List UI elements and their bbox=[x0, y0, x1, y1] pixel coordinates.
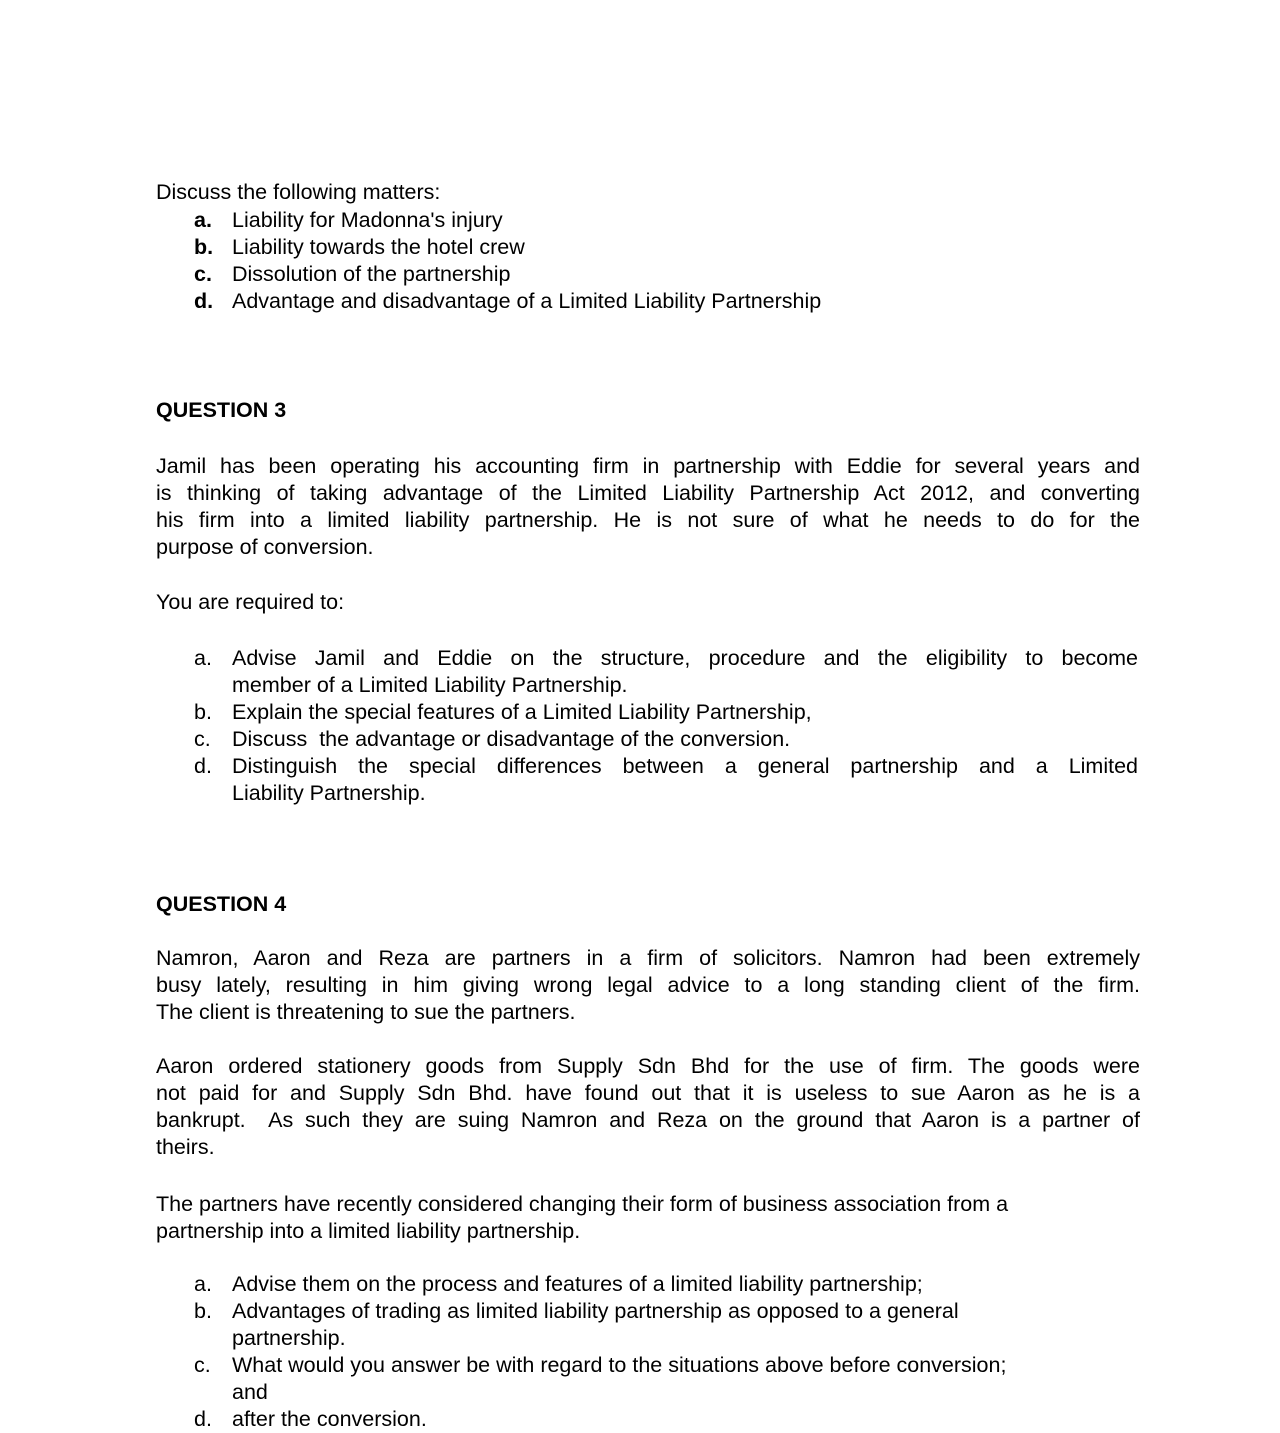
list-item-line: Advise them on the process and features of a limited liability partnership; bbox=[232, 1272, 923, 1296]
list-item bbox=[194, 726, 1138, 753]
list-item-line: Distinguish the special differences between a general partnership and a Limited bbox=[232, 754, 1138, 778]
list-item bbox=[194, 1406, 1138, 1433]
q4-paragraph-2 bbox=[156, 1053, 1140, 1161]
list-item-line: and bbox=[232, 1380, 268, 1404]
q3-heading bbox=[156, 397, 1140, 424]
list-item-text: Advantage and disadvantage of a Limited Liability Partnership bbox=[232, 289, 822, 313]
list-marker: a. bbox=[194, 1272, 212, 1296]
list-marker: c. bbox=[194, 727, 211, 751]
q4-list bbox=[194, 1271, 1138, 1433]
paragraph-line: is thinking of taking advantage of the Limited Liability Partnership Act 2012, and converting bbox=[156, 481, 1140, 505]
paragraph-line: theirs. bbox=[156, 1135, 215, 1159]
list-item-line: Discuss the advantage or disadvantage of the conversion. bbox=[232, 727, 791, 751]
paragraph-line: Aaron ordered stationery goods from Supply Sdn Bhd for the use of firm. The goods were bbox=[156, 1054, 1140, 1078]
paragraph-line: his firm into a limited liability partnership. He is not sure of what he needs to do for the bbox=[156, 508, 1140, 532]
list-marker: c. bbox=[194, 1353, 211, 1377]
list-marker: a. bbox=[194, 646, 212, 670]
list-item-line: after the conversion. bbox=[232, 1407, 427, 1431]
section-heading: QUESTION 4 bbox=[156, 892, 287, 916]
list-marker: b. bbox=[194, 235, 214, 259]
list-item-line: member of a Limited Liability Partnership. bbox=[232, 673, 628, 697]
list-item-line: partnership. bbox=[232, 1326, 346, 1350]
list-item-line: Liability Partnership. bbox=[232, 781, 426, 805]
q3-list bbox=[194, 645, 1138, 807]
list-item bbox=[194, 1271, 1138, 1298]
list-item bbox=[194, 288, 1138, 315]
paragraph-line: purpose of conversion. bbox=[156, 535, 374, 559]
q2-list bbox=[194, 207, 1138, 315]
list-marker: b. bbox=[194, 700, 212, 724]
paragraph-line: busy lately, resulting in him giving wrong legal advice to a long standing client of the firm. bbox=[156, 973, 1140, 997]
list-item bbox=[194, 645, 1138, 699]
paragraph-line: The client is threatening to sue the partners. bbox=[156, 1000, 576, 1024]
section-heading: QUESTION 3 bbox=[156, 398, 287, 422]
list-item bbox=[194, 1352, 1138, 1406]
list-marker: c. bbox=[194, 262, 212, 286]
q3-required bbox=[156, 589, 1140, 616]
list-marker: d. bbox=[194, 754, 212, 778]
list-item-line: Advise Jamil and Eddie on the structure, procedure and the eligibility to become bbox=[232, 646, 1138, 670]
paragraph-line: The partners have recently considered changing their form of business association from a bbox=[156, 1192, 1009, 1216]
list-item bbox=[194, 699, 1138, 726]
paragraph-line: not paid for and Supply Sdn Bhd. have found out that it is useless to sue Aaron as he is a bbox=[156, 1081, 1140, 1105]
list-marker: b. bbox=[194, 1299, 212, 1323]
q4-paragraph-1 bbox=[156, 945, 1140, 1026]
q3-paragraph bbox=[156, 453, 1140, 561]
paragraph-line: partnership into a limited liability partnership. bbox=[156, 1219, 581, 1243]
list-item bbox=[194, 234, 1138, 261]
q4-heading bbox=[156, 891, 1140, 918]
q4-paragraph-3 bbox=[156, 1191, 1140, 1245]
list-marker: a. bbox=[194, 208, 212, 232]
q2-intro-text: Discuss the following matters: bbox=[156, 180, 441, 204]
paragraph-line: bankrupt. As such they are suing Namron and Reza on the ground that Aaron is a partner of bbox=[156, 1108, 1140, 1132]
list-marker: d. bbox=[194, 1407, 212, 1431]
list-marker: d. bbox=[194, 289, 214, 313]
list-item-text: Liability for Madonna's injury bbox=[232, 208, 503, 232]
required-text: You are required to: bbox=[156, 590, 345, 614]
list-item-line: Advantages of trading as limited liability partnership as opposed to a general bbox=[232, 1299, 959, 1323]
list-item-line: Explain the special features of a Limited Liability Partnership, bbox=[232, 700, 812, 724]
list-item bbox=[194, 261, 1138, 288]
list-item-line: What would you answer be with regard to the situations above before conversion; bbox=[232, 1353, 1007, 1377]
list-item bbox=[194, 1298, 1138, 1352]
list-item bbox=[194, 753, 1138, 807]
paragraph-line: Jamil has been operating his accounting firm in partnership with Eddie for several years and bbox=[156, 454, 1140, 478]
list-item bbox=[194, 207, 1138, 234]
list-item-text: Liability towards the hotel crew bbox=[232, 235, 525, 259]
list-item-text: Dissolution of the partnership bbox=[232, 262, 511, 286]
q2-intro bbox=[156, 179, 1140, 206]
paragraph-line: Namron, Aaron and Reza are partners in a firm of solicitors. Namron had been extremely bbox=[156, 946, 1140, 970]
